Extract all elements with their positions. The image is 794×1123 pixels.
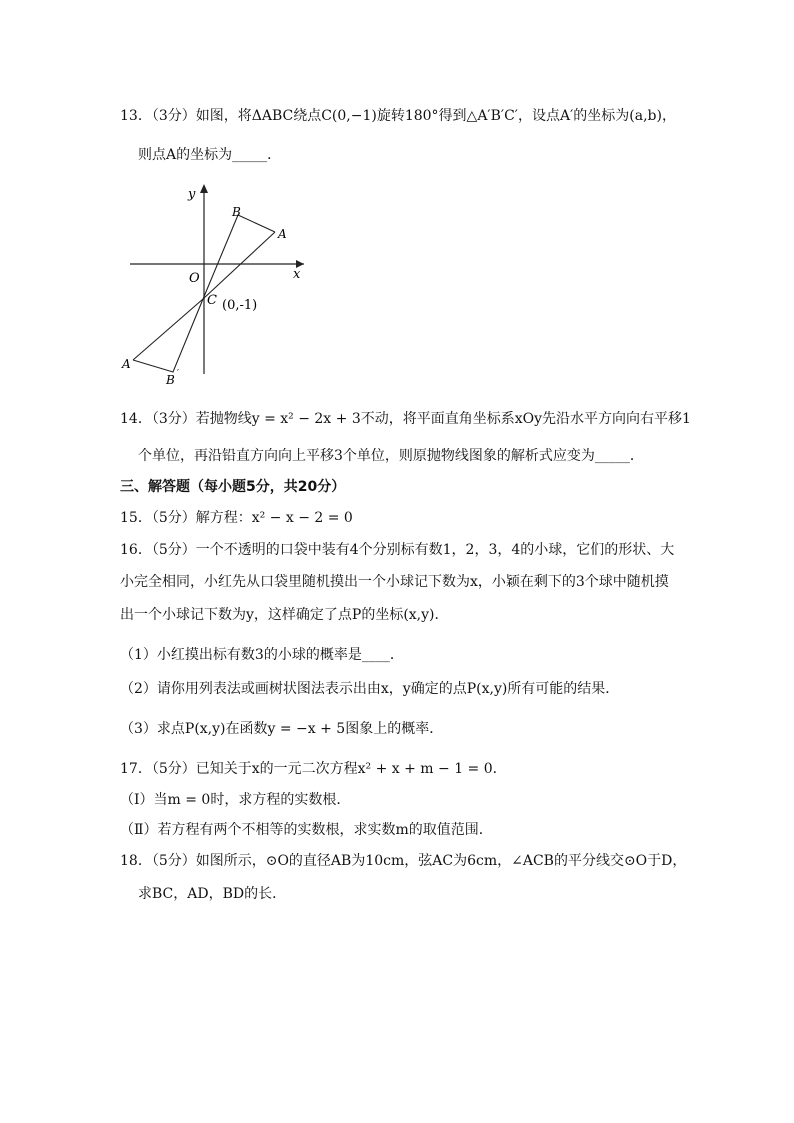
y-axis-arrow — [200, 184, 208, 193]
q16-sub2: （2）请你用列表法或画树状图法表示出由x，y确定的点P(x,y)所有可能的结果． — [120, 681, 620, 697]
q16-line1: 16．（5分）一个不透明的口袋中装有4个分别标有数1，2，3，4的小球，它们的形状、大 — [120, 542, 675, 558]
q16-line3: 出一个小球记下数为y，这样确定了点P的坐标(x,y)． — [120, 607, 449, 623]
q14-line1: 14．（3分）若抛物线y = x² − 2x + 3不动，将平面直角坐标系xOy先沿水平方向向右平移1 — [120, 411, 691, 427]
q13-figure — [118, 182, 318, 392]
point-a-label: A — [278, 227, 287, 241]
q17-sub1: （Ⅰ）当m = 0时，求方程的实数根． — [120, 792, 351, 808]
point-b-prime-mark: ′ — [177, 369, 180, 379]
q16-sub1: （1）小红摸出标有数3的小球的概率是____． — [120, 647, 404, 663]
q18-line1: 18．（5分）如图所示，⊙O的直径AB为10cm，弦AC为6cm，∠ACB的平分线交⊙O于D， — [120, 853, 687, 869]
q16-sub3: （3）求点P(x,y)在函数y = −x + 5图象上的概率． — [120, 721, 444, 737]
triangle-abc — [203, 215, 275, 299]
x-axis-label: x — [293, 267, 301, 282]
q17-line1: 17．（5分）已知关于x的一元二次方程x² + x + m − 1 = 0． — [120, 761, 507, 777]
q14-line2: 个单位，再沿铅直方向向上平移3个单位，则原抛物线图象的解析式应变为_____． — [138, 448, 644, 464]
triangle-abc-prime — [133, 299, 203, 372]
point-b-label: B — [232, 205, 241, 219]
point-c-coord: (0,-1) — [222, 298, 258, 313]
q16-line2: 小完全相同，小红先从口袋里随机摸出一个小球记下数为x，小颖在剩下的3个球中随机摸 — [120, 574, 669, 590]
point-a-prime-label: A — [122, 357, 131, 371]
q15-line1: 15．（5分）解方程：x² − x − 2 = 0 — [120, 510, 353, 526]
point-c-label: C — [207, 293, 217, 308]
q18-line2: 求BC，AD，BD的长． — [138, 886, 287, 902]
y-axis-label: y — [188, 187, 196, 202]
q17-sub2: （Ⅱ）若方程有两个不相等的实数根，求实数m的取值范围． — [120, 822, 493, 838]
q13-line1: 13．（3分）如图，将ΔABC绕点C(0,−1)旋转180°得到△A′B′C′，设点A′的坐标为(a,b)， — [120, 108, 676, 124]
point-b-prime-label: B — [166, 373, 175, 387]
q13-line2: 则点A的坐标为_____． — [138, 147, 282, 163]
section-3-heading: 三、解答题（每小题5分，共20分） — [120, 479, 346, 495]
origin-label: O — [189, 271, 200, 286]
